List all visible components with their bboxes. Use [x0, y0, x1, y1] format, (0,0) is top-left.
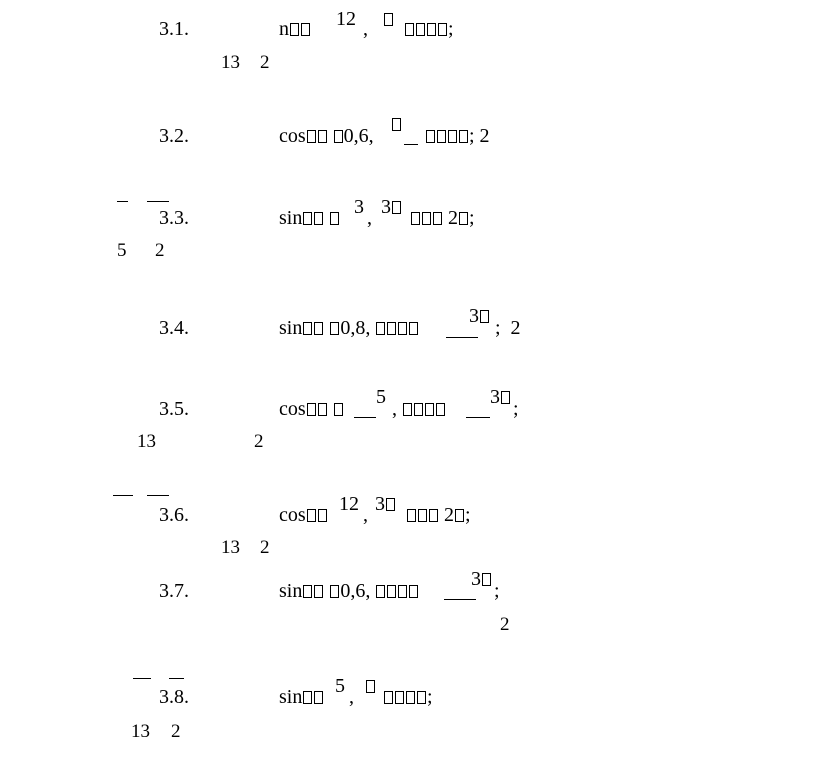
numerator: 3	[354, 196, 364, 218]
glyph-box-icon	[290, 23, 299, 36]
glyph-box-icon	[387, 322, 396, 335]
glyph-box-icon	[427, 23, 436, 36]
glyph-box-icon	[384, 691, 393, 704]
numerator: 3	[381, 196, 402, 218]
glyph-box-icon	[307, 403, 316, 416]
glyph-box-icon	[455, 509, 464, 522]
numerator: 3	[375, 493, 396, 515]
glyph-box-icon	[376, 585, 385, 598]
glyph-box-icon	[307, 130, 316, 143]
item-number: 3.2.	[159, 125, 189, 147]
glyph-box-icon	[414, 403, 423, 416]
glyph-box-icon	[334, 403, 343, 416]
numerator: 3	[490, 386, 511, 408]
glyph-box-icon	[330, 585, 339, 598]
formula-symbol	[391, 113, 402, 135]
glyph-box-icon	[409, 585, 418, 598]
glyph-box-icon	[307, 509, 316, 522]
item-number: 3.3.	[159, 207, 189, 229]
glyph-box-icon	[433, 212, 442, 225]
glyph-box-icon	[418, 509, 427, 522]
glyph-box-icon	[384, 13, 393, 26]
glyph-box-icon	[366, 680, 375, 693]
item-number: 3.6.	[159, 504, 189, 526]
formula: cos 0,6,	[279, 125, 374, 147]
glyph-box-icon	[376, 322, 385, 335]
glyph-box-icon	[314, 212, 323, 225]
denominator: 2	[260, 52, 270, 73]
denominator: 13	[131, 721, 150, 742]
fraction-bar	[446, 337, 478, 338]
glyph-box-icon	[303, 585, 312, 598]
fraction-bar	[147, 201, 169, 202]
glyph-box-icon	[387, 585, 396, 598]
fraction-bar	[466, 417, 490, 418]
glyph-box-icon	[459, 130, 468, 143]
fraction-bar	[404, 144, 418, 145]
glyph-box-icon	[482, 573, 491, 586]
denominator: 2	[155, 240, 165, 261]
formula: ;	[383, 686, 433, 708]
item-number: 3.5.	[159, 398, 189, 420]
fraction-bar	[169, 678, 184, 679]
glyph-box-icon	[398, 322, 407, 335]
denominator: 2	[171, 721, 181, 742]
glyph-box-icon	[429, 509, 438, 522]
denominator: 13	[137, 431, 156, 452]
glyph-box-icon	[438, 23, 447, 36]
glyph-box-icon	[314, 691, 323, 704]
glyph-box-icon	[330, 212, 339, 225]
glyph-box-icon	[480, 310, 489, 323]
formula: 2 ;	[410, 207, 475, 229]
denominator: 13	[221, 537, 240, 558]
glyph-box-icon	[409, 322, 418, 335]
glyph-box-icon	[448, 130, 457, 143]
item-number: 3.7.	[159, 580, 189, 602]
glyph-box-icon	[437, 130, 446, 143]
item-number: 3.1.	[159, 18, 189, 40]
fraction-bar	[354, 417, 376, 418]
numerator: 12	[339, 493, 359, 515]
glyph-box-icon	[501, 391, 510, 404]
glyph-box-icon	[436, 403, 445, 416]
glyph-box-icon	[405, 23, 414, 36]
comma: ,	[363, 18, 368, 40]
formula: n	[279, 18, 311, 40]
denominator: 2	[254, 431, 264, 452]
glyph-box-icon	[334, 130, 343, 143]
glyph-box-icon	[303, 212, 312, 225]
denominator: 2	[500, 614, 510, 635]
glyph-box-icon	[303, 691, 312, 704]
formula: cos	[279, 398, 344, 420]
formula: ,	[392, 398, 446, 420]
denominator: 5	[117, 240, 127, 261]
numerator: 5	[335, 675, 345, 697]
glyph-box-icon	[416, 23, 425, 36]
glyph-box-icon	[318, 509, 327, 522]
glyph-box-icon	[403, 403, 412, 416]
glyph-box-icon	[318, 130, 327, 143]
formula: sin	[279, 686, 324, 708]
glyph-box-icon	[425, 403, 434, 416]
fraction-bar	[113, 495, 133, 496]
formula: ;	[494, 580, 500, 602]
fraction-bar	[117, 201, 128, 202]
formula: sin 0,6,	[279, 580, 419, 602]
glyph-box-icon	[411, 212, 420, 225]
numerator: 12	[336, 8, 356, 30]
glyph-box-icon	[330, 322, 339, 335]
formula: sin	[279, 207, 340, 229]
glyph-box-icon	[406, 691, 415, 704]
glyph-box-icon	[398, 585, 407, 598]
numerator: 3	[471, 568, 492, 590]
glyph-box-icon	[422, 212, 431, 225]
glyph-box-icon	[301, 23, 310, 36]
item-number: 3.8.	[159, 686, 189, 708]
glyph-box-icon	[314, 585, 323, 598]
comma: ,	[349, 686, 354, 708]
glyph-box-icon	[417, 691, 426, 704]
glyph-box-icon	[426, 130, 435, 143]
glyph-box-icon	[386, 498, 395, 511]
glyph-box-icon	[303, 322, 312, 335]
numerator: 5	[376, 386, 386, 408]
formula: cos	[279, 504, 328, 526]
formula-symbol	[365, 675, 376, 697]
formula: sin 0,8,	[279, 317, 419, 339]
formula: ;	[513, 398, 519, 420]
formula-symbol	[383, 8, 394, 30]
comma: ,	[363, 504, 368, 526]
glyph-box-icon	[395, 691, 404, 704]
formula: ; 2	[425, 125, 490, 147]
glyph-box-icon	[314, 322, 323, 335]
formula: ; 2	[495, 317, 521, 339]
glyph-box-icon	[459, 212, 468, 225]
glyph-box-icon	[392, 118, 401, 131]
item-number: 3.4.	[159, 317, 189, 339]
numerator: 3	[469, 305, 490, 327]
comma: ,	[367, 207, 372, 229]
glyph-box-icon	[318, 403, 327, 416]
fraction-bar	[147, 495, 169, 496]
fraction-bar	[133, 678, 151, 679]
formula: 2 ;	[406, 504, 471, 526]
fraction-bar	[444, 599, 476, 600]
glyph-box-icon	[407, 509, 416, 522]
denominator: 13	[221, 52, 240, 73]
glyph-box-icon	[392, 201, 401, 214]
formula: ;	[404, 18, 454, 40]
denominator: 2	[260, 537, 270, 558]
